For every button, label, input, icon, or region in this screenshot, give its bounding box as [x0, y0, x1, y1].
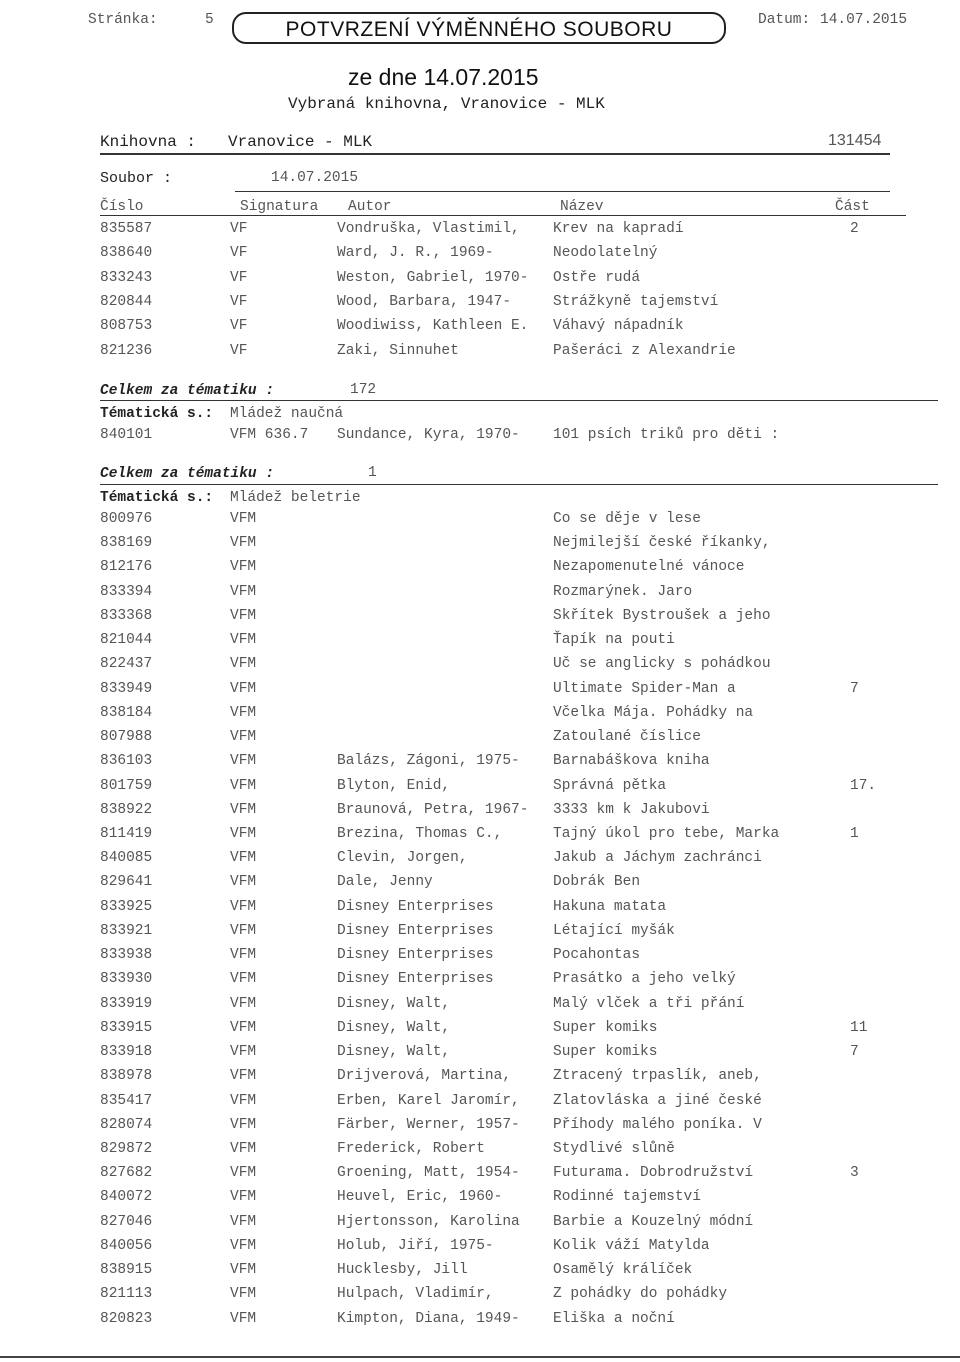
file-underline	[235, 191, 890, 192]
theme-3-label: Tématická s.:	[100, 490, 214, 506]
cell-number: 838915	[100, 1262, 153, 1279]
cell-signature: VFM	[230, 680, 257, 697]
col-autor: Autor	[348, 199, 392, 215]
cell-signature: VFM	[230, 729, 257, 746]
cell-title: Z pohádky do pohádky	[553, 1286, 728, 1303]
cell-signature: VFM	[230, 535, 257, 552]
cell-author: Wood, Barbara, 1947-	[337, 293, 512, 310]
table-row	[0, 1068, 960, 1092]
table-row	[0, 705, 960, 729]
table-row	[0, 245, 960, 269]
table-row	[0, 1117, 960, 1141]
total-1-label: Celkem za tématiku :	[100, 383, 275, 399]
cell-author: Disney Enterprises	[337, 971, 494, 988]
cell-number: 833918	[100, 1044, 153, 1061]
cell-title: Nejmilejší české říkanky,	[553, 535, 771, 552]
cell-signature: VFM	[230, 1237, 257, 1254]
table-row	[0, 1189, 960, 1213]
table-row	[0, 1093, 960, 1117]
cell-number: 838640	[100, 245, 153, 262]
cell-signature: VFM	[230, 801, 257, 818]
table-row	[0, 681, 960, 705]
cell-signature: VF	[230, 293, 248, 310]
cell-author: Clevin, Jorgen,	[337, 850, 468, 867]
cell-number: 820844	[100, 293, 153, 310]
cell-number: 836103	[100, 753, 153, 770]
cell-signature: VFM	[230, 1165, 257, 1182]
cell-number: 833949	[100, 680, 153, 697]
cell-number: 835417	[100, 1092, 153, 1109]
cell-title: Zatoulané číslice	[553, 729, 701, 746]
cell-author: Vondruška, Vlastimil,	[337, 221, 520, 237]
page-bottom-edge	[0, 1356, 960, 1358]
cell-title: Super komiks	[553, 1044, 658, 1061]
cell-signature: VFM	[230, 971, 257, 988]
library-code: 131454	[828, 132, 882, 149]
cell-number: 808753	[100, 318, 153, 335]
cell-title: Malý vlček a tři přání	[553, 995, 745, 1012]
cell-author: Dale, Jenny	[337, 874, 433, 891]
file-label: Soubor :	[100, 170, 173, 187]
cell-title: Rodinné tajemství	[553, 1189, 701, 1206]
cell-author: Weston, Gabriel, 1970-	[337, 269, 529, 286]
table-row	[0, 608, 960, 632]
cell-number: 840085	[100, 850, 153, 867]
cell-title: Stydlivé slůně	[553, 1140, 675, 1157]
table-row	[0, 850, 960, 874]
cell-number: 811419	[100, 825, 153, 842]
library-underline	[100, 153, 890, 155]
cell-title: Příhody malého poníka. V	[553, 1116, 762, 1133]
table-row	[0, 1286, 960, 1310]
cell-title: Osamělý králíček	[553, 1262, 693, 1279]
cell-author: Disney Enterprises	[337, 922, 494, 939]
cell-author: Groening, Matt, 1954-	[337, 1165, 520, 1182]
cell-number: 829872	[100, 1140, 153, 1157]
table-row	[0, 1262, 960, 1286]
table-row	[0, 427, 960, 451]
cell-signature: VFM	[230, 704, 257, 721]
table-row	[0, 584, 960, 608]
date-label: Datum:	[758, 12, 811, 28]
cell-part: 3	[850, 1165, 859, 1182]
cell-title: Pocahontas	[553, 947, 641, 964]
cell-author: Brezina, Thomas C.,	[337, 825, 503, 842]
table-row	[0, 1214, 960, 1238]
column-header-row	[0, 199, 960, 223]
table-row	[0, 1165, 960, 1189]
cell-author: Disney, Walt,	[337, 995, 451, 1012]
cell-author: Frederick, Robert	[337, 1140, 485, 1157]
cell-number: 833921	[100, 922, 153, 939]
cell-signature: VF	[230, 221, 248, 237]
cell-number: 840072	[100, 1189, 153, 1206]
table-row	[0, 729, 960, 753]
total-2-underline	[100, 484, 938, 485]
table-row	[0, 656, 960, 680]
cell-author: Drijverová, Martina,	[337, 1068, 512, 1085]
cell-number: 833915	[100, 1019, 153, 1036]
total-2-value: 1	[368, 465, 377, 481]
cell-number: 829641	[100, 874, 153, 891]
cell-part: 1	[850, 825, 859, 842]
cell-title: Ultimate Spider-Man a	[553, 680, 736, 697]
cell-title: Váhavý nápadník	[553, 318, 684, 335]
cell-signature: VFM	[230, 995, 257, 1012]
cell-number: 838922	[100, 801, 153, 818]
table-row	[0, 318, 960, 342]
theme-2-label: Tématická s.:	[100, 406, 214, 422]
cell-signature: VFM	[230, 583, 257, 600]
cell-number: 828074	[100, 1116, 153, 1133]
cell-number: 838184	[100, 704, 153, 721]
cell-number: 822437	[100, 656, 153, 673]
cell-author: Woodiwiss, Kathleen E.	[337, 318, 529, 335]
cell-title: 101 psích triků pro děti :	[553, 427, 780, 443]
table-row	[0, 996, 960, 1020]
cell-number: 833919	[100, 995, 153, 1012]
cell-number: 833925	[100, 898, 153, 915]
cell-number: 833930	[100, 971, 153, 988]
table-row	[0, 923, 960, 947]
table-row	[0, 1238, 960, 1262]
table-row	[0, 753, 960, 777]
table-row	[0, 1020, 960, 1044]
cell-signature: VFM	[230, 1213, 257, 1230]
cell-signature: VFM	[230, 850, 257, 867]
cell-author: Färber, Werner, 1957-	[337, 1116, 520, 1133]
table-row	[0, 778, 960, 802]
table-row	[0, 294, 960, 318]
selected-library-line: Vybraná knihovna, Vranovice - MLK	[288, 95, 605, 113]
cell-number: 807988	[100, 729, 153, 746]
cell-number: 833938	[100, 947, 153, 964]
theme-3-value: Mládež beletrie	[230, 490, 361, 506]
cell-number: 833394	[100, 583, 153, 600]
total-1-underline	[100, 400, 938, 401]
cell-author: Erben, Karel Jaromír,	[337, 1092, 520, 1109]
cell-signature: VFM	[230, 1140, 257, 1157]
cell-title: Co se děje v lese	[553, 511, 701, 527]
cell-title: Ťapík na pouti	[553, 632, 675, 649]
cell-part: 7	[850, 1044, 859, 1061]
cell-author: Heuvel, Eric, 1960-	[337, 1189, 503, 1206]
table-row	[0, 632, 960, 656]
table-row	[0, 874, 960, 898]
cell-author: Balázs, Zágoni, 1975-	[337, 753, 520, 770]
cell-signature: VFM	[230, 511, 257, 527]
table-row	[0, 221, 960, 245]
cell-signature: VFM	[230, 947, 257, 964]
cell-signature: VF	[230, 318, 248, 335]
col-signatura: Signatura	[240, 199, 319, 215]
cell-signature: VFM	[230, 1310, 257, 1327]
cell-title: Kolik váží Matylda	[553, 1237, 710, 1254]
cell-title: Super komiks	[553, 1019, 658, 1036]
cell-signature: VFM	[230, 825, 257, 842]
report-date-line: ze dne 14.07.2015	[348, 64, 539, 90]
cell-title: Barbie a Kouzelný módní	[553, 1213, 754, 1230]
cell-title: Nezapomenutelné vánoce	[553, 559, 745, 576]
cell-title: Uč se anglicky s pohádkou	[553, 656, 771, 673]
library-label: Knihovna :	[100, 133, 197, 151]
file-value: 14.07.2015	[271, 170, 359, 186]
cell-signature: VFM	[230, 1189, 257, 1206]
cell-signature: VFM	[230, 1092, 257, 1109]
cell-title: Ztracený trpaslík, aneb,	[553, 1068, 762, 1085]
cell-number: 821044	[100, 632, 153, 649]
cell-number: 800976	[100, 511, 153, 527]
cell-signature: VFM	[230, 559, 257, 576]
cell-author: Ward, J. R., 1969-	[337, 245, 494, 262]
cell-part: 11	[850, 1019, 868, 1036]
cell-signature: VFM 636.7	[230, 427, 309, 443]
cell-signature: VF	[230, 245, 248, 262]
cell-author: Hucklesby, Jill	[337, 1262, 468, 1279]
cell-title: Prasátko a jeho velký	[553, 971, 736, 988]
cell-author: Sundance, Kyra, 1970-	[337, 427, 520, 443]
cell-author: Zaki, Sinnuhet	[337, 342, 459, 359]
cell-title: Krev na kapradí	[553, 221, 684, 237]
table-row	[0, 971, 960, 995]
cell-title: Eliška a noční	[553, 1310, 675, 1327]
cell-signature: VFM	[230, 1044, 257, 1061]
cell-number: 821236	[100, 342, 153, 359]
table-row	[0, 1311, 960, 1335]
col-cislo: Číslo	[100, 199, 144, 215]
theme-2-value: Mládež naučná	[230, 406, 344, 422]
table-row	[0, 899, 960, 923]
cell-title: Futurama. Dobrodružství	[553, 1165, 754, 1182]
cell-signature: VFM	[230, 777, 257, 794]
cell-author: Blyton, Enid,	[337, 777, 451, 794]
table-row	[0, 947, 960, 971]
cell-signature: VFM	[230, 922, 257, 939]
cell-signature: VFM	[230, 1262, 257, 1279]
cell-signature: VFM	[230, 632, 257, 649]
table-row	[0, 826, 960, 850]
table-row	[0, 559, 960, 583]
cell-signature: VFM	[230, 874, 257, 891]
col-cast: Část	[835, 199, 870, 215]
cell-title: Tajný úkol pro tebe, Marka	[553, 825, 780, 842]
cell-title: Barnabáškova kniha	[553, 753, 710, 770]
date-value: 14.07.2015	[820, 12, 908, 28]
cell-part: 7	[850, 680, 859, 697]
cell-title: Zlatovláska a jiné české	[553, 1092, 762, 1109]
cell-title: Včelka Mája. Pohádky na	[553, 704, 754, 721]
cell-number: 827046	[100, 1213, 153, 1230]
cell-number: 840101	[100, 427, 153, 443]
cell-author: Kimpton, Diana, 1949-	[337, 1310, 520, 1327]
table-row	[0, 511, 960, 535]
page-label: Stránka:	[88, 12, 158, 28]
document-title: POTVRZENÍ VÝMĚNNÉHO SOUBORU	[285, 18, 673, 41]
cell-signature: VFM	[230, 1019, 257, 1036]
cell-number: 838169	[100, 535, 153, 552]
cell-title: Skřítek Bystroušek a jeho	[553, 607, 771, 624]
cell-title: Neodolatelný	[553, 245, 658, 262]
cell-signature: VFM	[230, 656, 257, 673]
cell-number: 821113	[100, 1286, 153, 1303]
total-2-label: Celkem za tématiku :	[100, 466, 275, 482]
table-row	[0, 343, 960, 367]
cell-signature: VFM	[230, 607, 257, 624]
cell-author: Holub, Jiří, 1975-	[337, 1237, 494, 1254]
cell-part: 17.	[850, 777, 877, 794]
cell-signature: VF	[230, 269, 248, 286]
cell-number: 838978	[100, 1068, 153, 1085]
cell-number: 801759	[100, 777, 153, 794]
cell-signature: VFM	[230, 1068, 257, 1085]
cell-author: Disney Enterprises	[337, 947, 494, 964]
cell-signature: VFM	[230, 898, 257, 915]
cell-number: 835587	[100, 221, 153, 237]
cell-signature: VFM	[230, 1116, 257, 1133]
cell-signature: VF	[230, 342, 248, 359]
cell-title: Létající myšák	[553, 922, 675, 939]
cell-title: Hakuna matata	[553, 898, 667, 915]
cell-author: Braunová, Petra, 1967-	[337, 801, 529, 818]
cell-title: Strážkyně tajemství	[553, 293, 719, 310]
table-row	[0, 270, 960, 294]
page-number: 5	[205, 12, 214, 28]
cell-title: 3333 km k Jakubovi	[553, 801, 710, 818]
cell-author: Hjertonsson, Karolina	[337, 1213, 520, 1230]
cell-title: Pašeráci z Alexandrie	[553, 342, 736, 359]
table-row	[0, 802, 960, 826]
cell-number: 827682	[100, 1165, 153, 1182]
col-nazev: Název	[560, 199, 604, 215]
table-row	[0, 535, 960, 559]
cell-author: Disney, Walt,	[337, 1044, 451, 1061]
cell-title: Rozmarýnek. Jaro	[553, 583, 693, 600]
cell-signature: VFM	[230, 1286, 257, 1303]
column-header-underline	[100, 215, 906, 216]
table-row	[0, 1044, 960, 1068]
cell-title: Jakub a Jáchym zachránci	[553, 850, 762, 867]
cell-author: Hulpach, Vladimír,	[337, 1286, 494, 1303]
document-title-box	[232, 12, 726, 44]
cell-number: 833368	[100, 607, 153, 624]
cell-title: Správná pětka	[553, 777, 667, 794]
cell-number: 812176	[100, 559, 153, 576]
cell-author: Disney, Walt,	[337, 1019, 451, 1036]
cell-number: 820823	[100, 1310, 153, 1327]
cell-part: 2	[850, 221, 859, 237]
cell-signature: VFM	[230, 753, 257, 770]
cell-title: Dobrák Ben	[553, 874, 641, 891]
total-1-value: 172	[350, 382, 377, 398]
library-value: Vranovice - MLK	[228, 133, 373, 151]
cell-number: 833243	[100, 269, 153, 286]
cell-title: Ostře rudá	[553, 269, 641, 286]
cell-author: Disney Enterprises	[337, 898, 494, 915]
cell-number: 840056	[100, 1237, 153, 1254]
table-row	[0, 1141, 960, 1165]
